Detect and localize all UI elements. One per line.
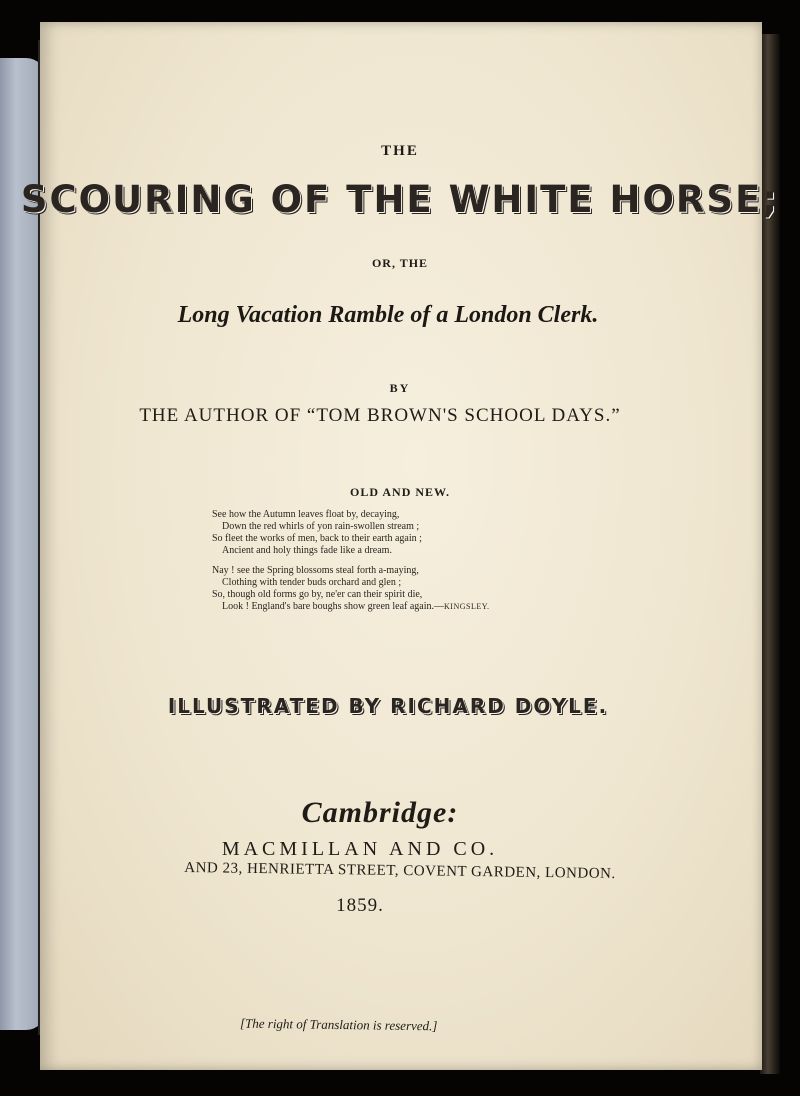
publisher-name: MACMILLAN AND CO. (221, 838, 499, 860)
poem-attribution: KINGSLEY. (444, 602, 490, 611)
publisher-address: AND 23, HENRIETTA STREET, COVENT GARDEN, LONDON. (184, 859, 616, 883)
publication-city: Cambridge: (301, 796, 459, 829)
poem-stanza (212, 565, 490, 613)
epigraph-poem (212, 509, 490, 621)
publication-year: 1859. (336, 895, 384, 916)
poem-line-text: Look ! England's bare boughs show green leaf again.— (222, 601, 445, 612)
rights-notice: [The right of Translation is reserved.] (239, 1015, 438, 1034)
poem-line: So, though old forms go by, ne'er can their spirit die, (212, 589, 423, 600)
book-title: SCOURING OF THE WHITE HORSE; (20, 178, 780, 221)
title-or-the: OR, THE (371, 256, 429, 270)
book-subtitle: Long Vacation Ramble of a London Clerk. (177, 302, 599, 328)
poem-title: OLD AND NEW. (350, 485, 450, 499)
illustrator-line: ILLUSTRATED BY RICHARD DOYLE. (167, 694, 609, 718)
poem-line: See how the Autumn leaves float by, decaying, (212, 509, 400, 520)
poem-line: Clothing with tender buds orchard and glen ; (222, 577, 402, 588)
author-line: THE AUTHOR OF “TOM BROWN'S SCHOOL DAYS.” (139, 405, 621, 426)
poem-line: Down the red whirls of yon rain-swollen stream ; (222, 521, 420, 532)
poem-line: Ancient and holy things fade like a dream. (222, 545, 392, 556)
poem-line: So fleet the works of men, back to their earth again ; (212, 533, 422, 544)
by-label: BY (389, 381, 411, 395)
poem-line (212, 601, 490, 613)
title-article: THE (381, 143, 419, 159)
poem-stanza (212, 509, 490, 557)
poem-line: Nay ! see the Spring blossoms steal forth a-maying, (212, 565, 419, 576)
